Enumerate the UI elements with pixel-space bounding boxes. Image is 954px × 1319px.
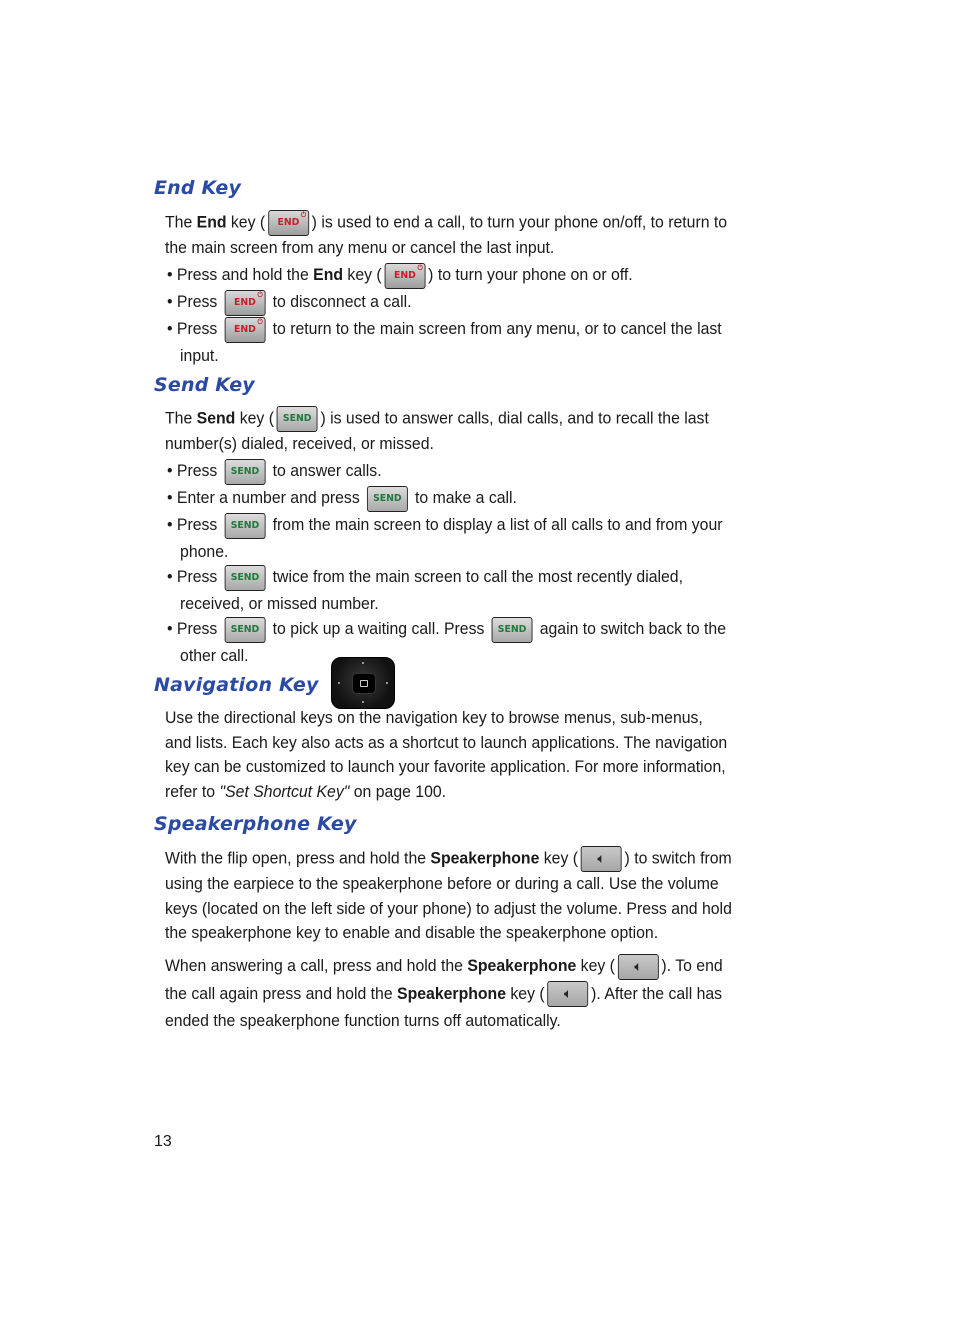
send-key-icon: SEND <box>492 617 533 643</box>
speaker-icon: 🔈︎ <box>581 846 622 872</box>
end-bullet-3: • Press END ⏻ to return to the main screen from any menu, or to cancel the last input. <box>167 317 722 365</box>
heading-speakerphone-key: Speakerphone Key <box>154 813 357 835</box>
heading-send-key: Send Key <box>154 374 255 396</box>
send-key-icon: SEND <box>225 513 266 539</box>
heading-end-key: End Key <box>154 177 242 199</box>
speaker-icon: 🔈︎ <box>547 981 588 1007</box>
page-number: 13 <box>154 1133 172 1150</box>
speaker-paragraph-1: With the flip open, press and hold the Speakerphone key ( 🔈︎ ) to switch from using the earpiece to the speakerphone before or during a call. Use the volume keys (located on the left side of your phone) to adjust the volume. Press and hold the speakerphone key to enable and disable the speakerphone option. <box>165 846 732 946</box>
send-key-icon: SEND <box>225 565 266 591</box>
send-key-icon: SEND <box>225 617 266 643</box>
speaker-icon: 🔈︎ <box>618 954 659 980</box>
end-key-icon: END ⏻ <box>225 290 266 316</box>
send-bullet-4: • Press SEND twice from the main screen to call the most recently dialed, received, or missed number. <box>167 564 747 616</box>
end-key-icon: END ⏻ <box>268 210 309 236</box>
heading-navigation-key: Navigation Key <box>154 674 319 696</box>
send-key-icon: SEND <box>225 459 266 485</box>
send-bullet-2: • Enter a number and press SEND to make a call. <box>167 485 747 512</box>
end-bullet-2: • Press END ⏻ to disconnect a call. <box>167 289 747 316</box>
send-bullet-5: • Press SEND to pick up a waiting call. Press SEND again to switch back to the other call. <box>167 616 747 668</box>
send-key-icon: SEND <box>367 486 408 512</box>
end-key-icon: END ⏻ <box>225 317 266 343</box>
navigation-key-icon <box>331 657 395 709</box>
send-intro: The Send key ( SEND ) is used to answer calls, dial calls, and to recall the last number(s) dialed, received, or missed. <box>165 406 732 457</box>
end-key-icon: END ⏻ <box>384 263 425 289</box>
navigation-body: Use the directional keys on the navigation key to browse menus, sub-menus, and lists. Each key also acts as a shortcut to launch applications. The navigation key can be customized to launch your favorite application. For more information, refer to "Set Shortcut Key" on page 100. <box>165 708 728 801</box>
set-shortcut-key-reference: "Set Shortcut Key" <box>219 781 350 801</box>
send-bullet-3: • Press SEND from the main screen to display a list of all calls to and from your phone. <box>167 512 747 564</box>
send-key-icon: SEND <box>277 406 318 432</box>
end-bullet-1: • Press and hold the End key ( END ⏻ ) to turn your phone on or off. <box>167 262 747 289</box>
speaker-paragraph-2: When answering a call, press and hold the Speakerphone key ( 🔈︎ ). To end the call again press and hold the Speakerphone key ( 🔈︎ ). After the call has ended the speakerphone function turns off automatically. <box>165 952 732 1034</box>
end-intro: The End key ( END ⏻ ) is used to end a call, to turn your phone on/off, to return to the main screen from any menu or cancel the last input. <box>165 211 728 257</box>
send-bullet-1: • Press SEND to answer calls. <box>167 458 747 485</box>
